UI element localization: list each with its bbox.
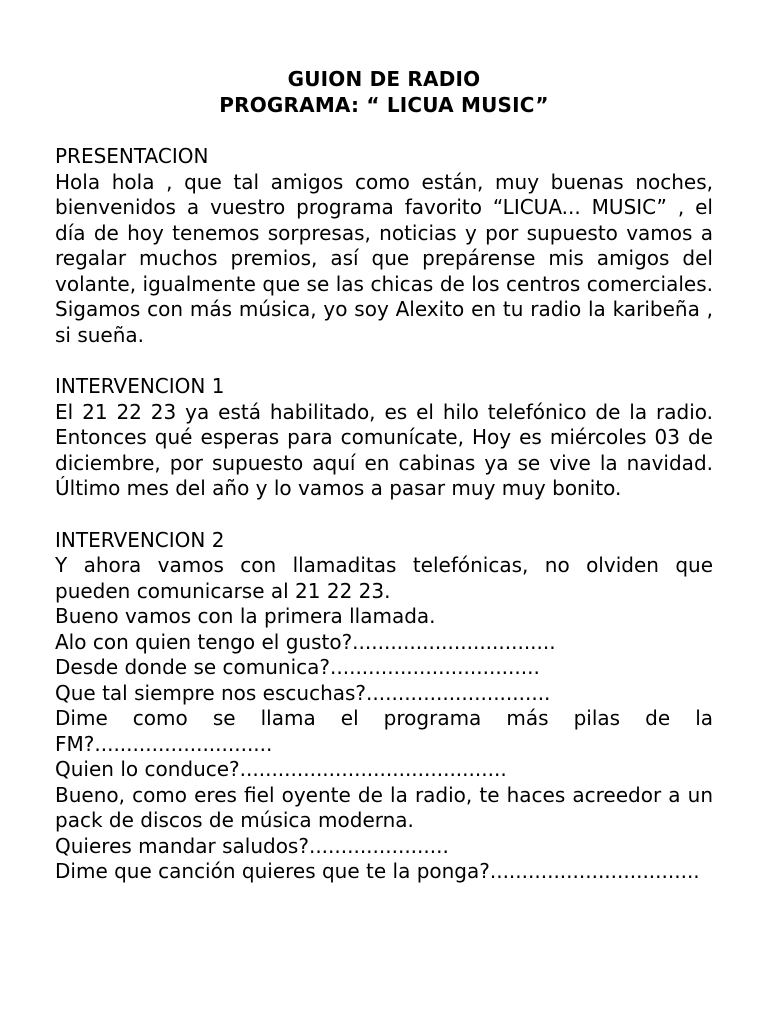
section-paragraph: Hola hola , que tal amigos como están, muy buenas noches, bienvenidos a vuestro programa favorito “LICUA... MUSIC” , el día de hoy tenemos sorpresas, noticias y por supuesto vamos a regalar muchos premios, así que prepárense mis amigos del volante, igualmente que se las chicas de los centros comerciales. Sigamos con más música, yo soy Alexito en tu radio la karibeña , si sueña. — [55, 169, 713, 347]
section-heading: INTERVENCION 1 — [55, 374, 225, 398]
section-heading: INTERVENCION 2 — [55, 527, 225, 552]
script-line: Dime que canción quieres que te la ponga?................................. — [55, 859, 700, 883]
section-paragraph: El 21 22 23 ya está habilitado, es el hilo telefónico de la radio. Entonces qué esperas para comunícate, Hoy es miércoles 03 de diciembre, por supuesto aquí en cabinas ya se vive la navidad. Último mes del año y lo vamos a pasar muy muy bonito. — [55, 399, 713, 500]
document-page — [55, 66, 713, 885]
script-line: Alo con quien tengo el gusto?................................ — [55, 629, 556, 654]
section-paragraph: Y ahora vamos con llamaditas telefónicas, no olviden que pueden comunicarse al 21 22 23. — [55, 553, 713, 603]
section-heading: PRESENTACION — [55, 144, 209, 168]
script-line: Quieres mandar saludos?...................... — [55, 833, 449, 858]
section-presentacion — [55, 144, 713, 348]
script-line: Quien lo conduce?.......................................... — [55, 757, 507, 781]
title-line-1: GUION DE RADIO — [287, 67, 481, 91]
title-line-2: PROGRAMA: “ LICUA MUSIC” — [219, 93, 549, 117]
script-line: Que tal siempre nos escuchas?............................. — [55, 680, 551, 705]
document-title — [55, 66, 713, 118]
script-line: Bueno vamos con la primera llamada. — [55, 604, 436, 628]
section-intervencion-2 — [55, 528, 713, 885]
script-line: Desde donde se comunica?................................. — [55, 655, 540, 679]
script-line: Bueno, como eres fiel oyente de la radio, te haces acreedor a un pack de discos de música moderna. — [55, 782, 713, 832]
script-line: Dime como se llama el programa más pilas de la FM?............................ — [55, 706, 713, 756]
section-intervencion-1 — [55, 374, 713, 502]
